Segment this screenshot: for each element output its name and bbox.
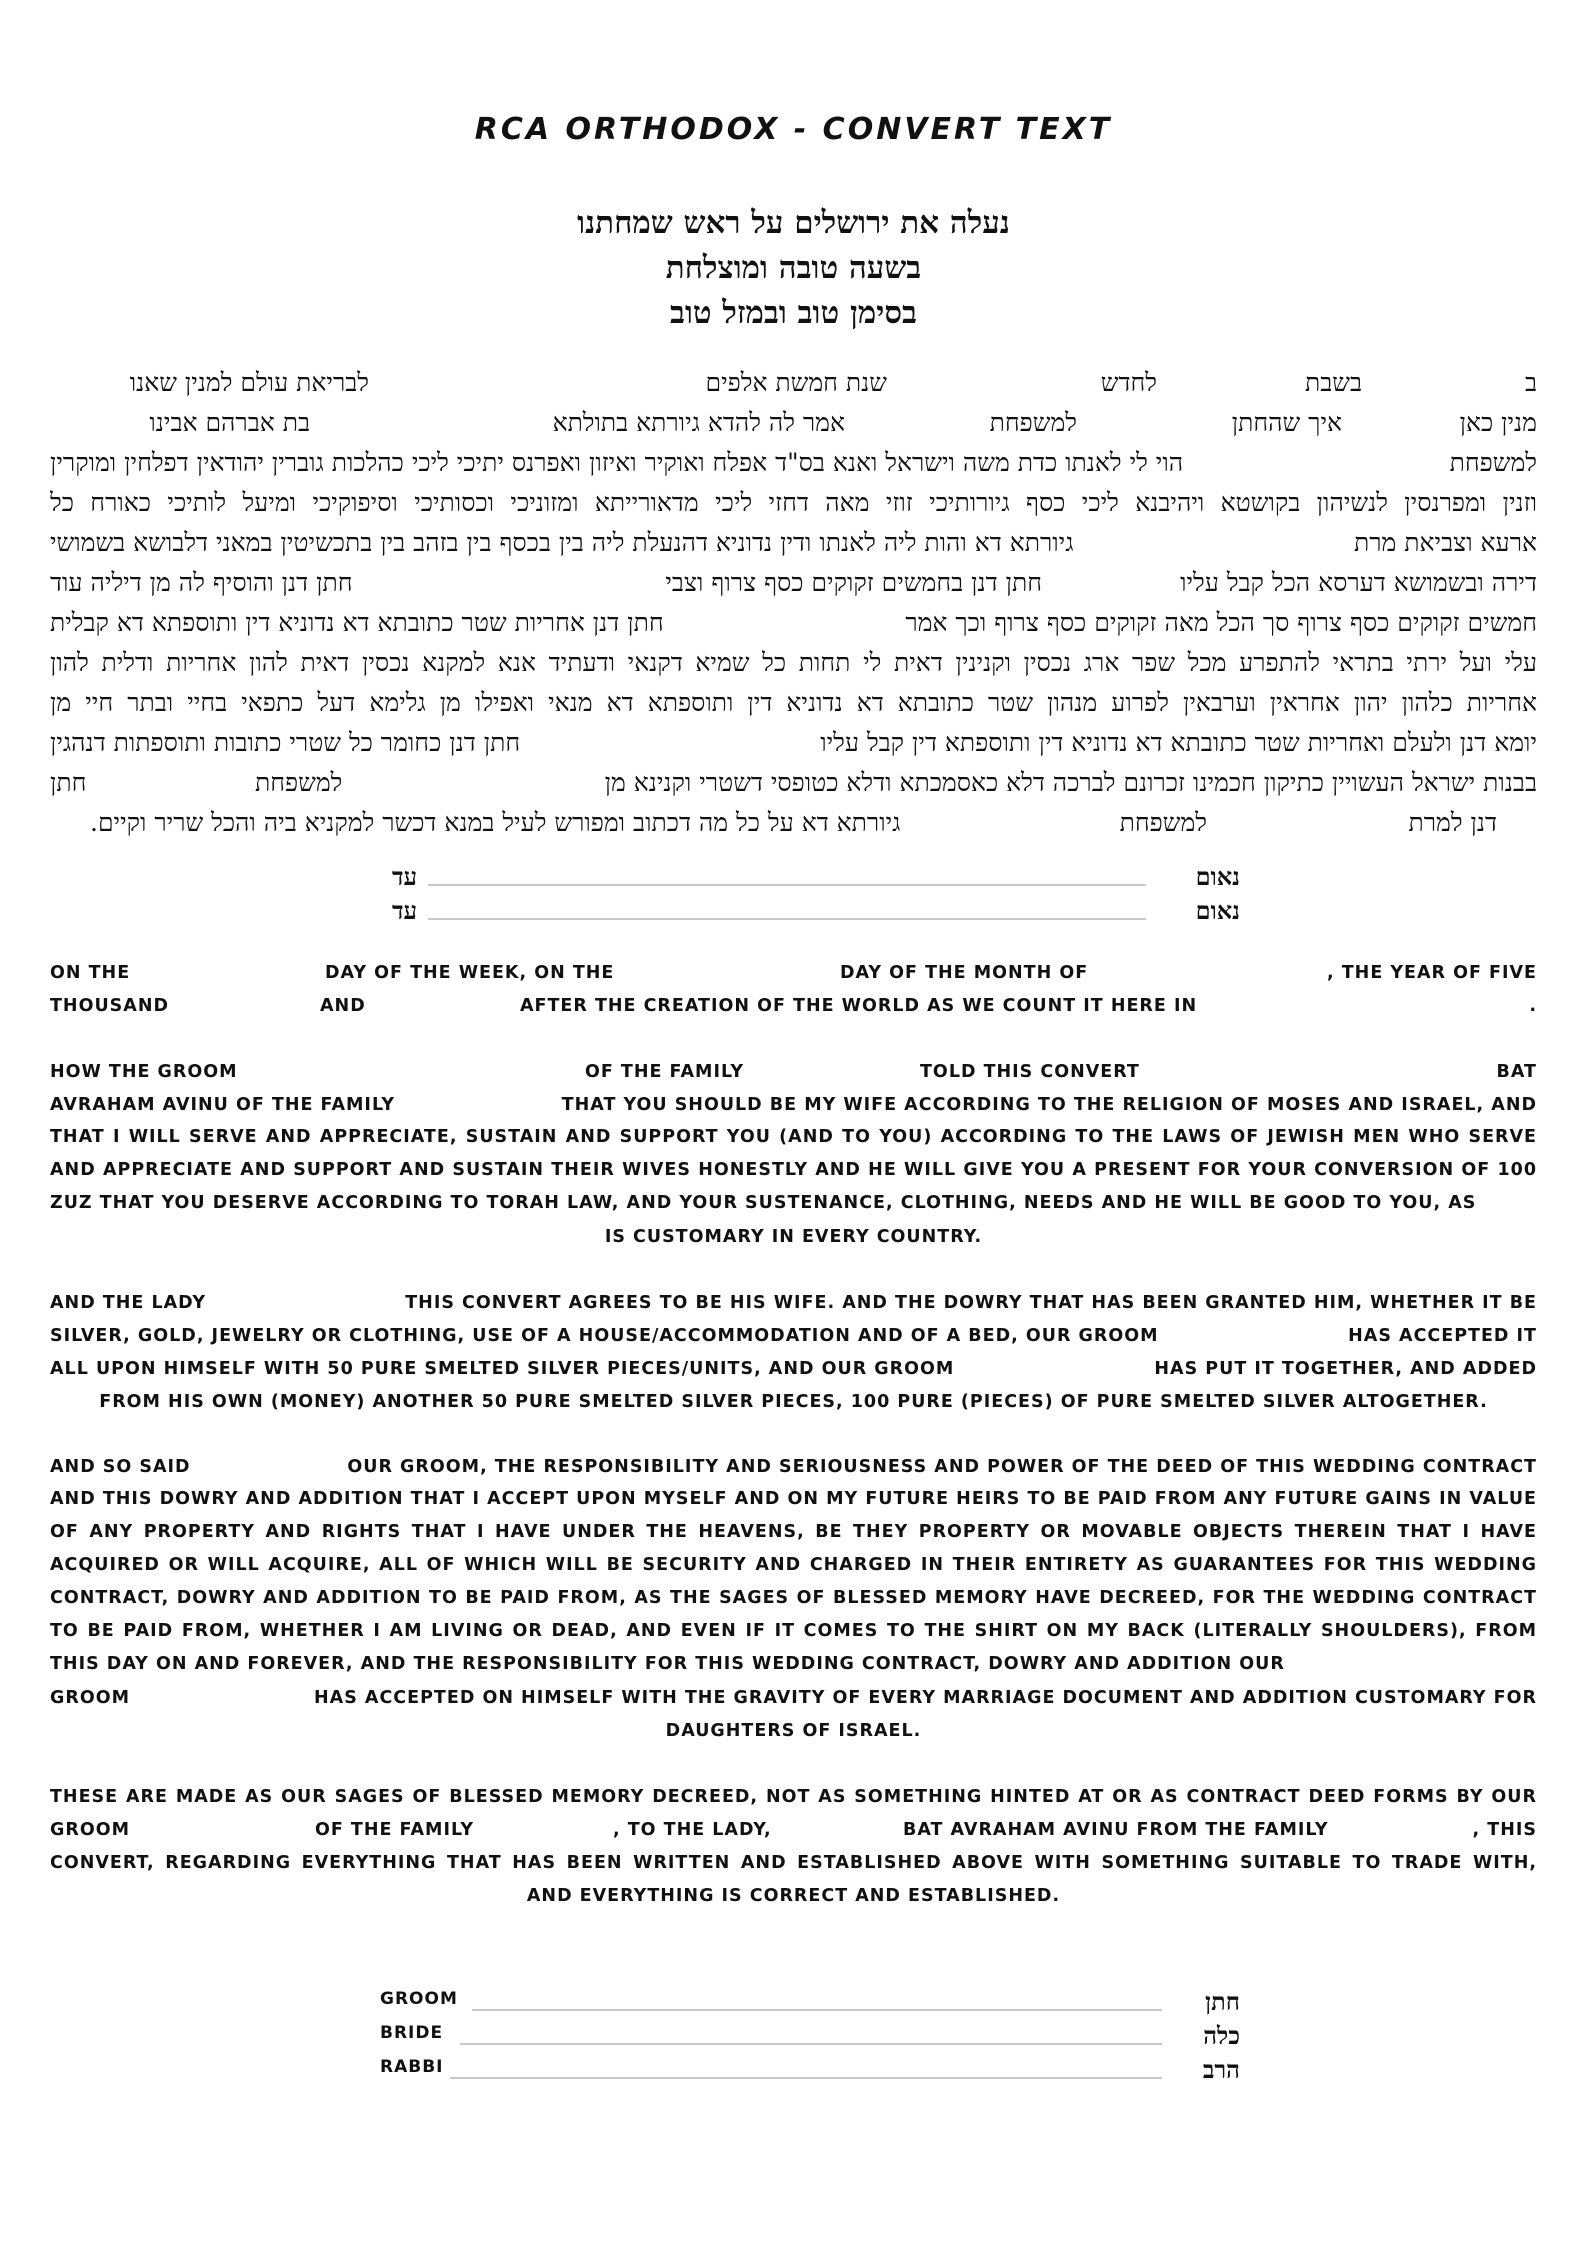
hebrew-fragment: בת אברהם אבינו xyxy=(149,408,310,437)
english-fragment: AVRAHAM AVINU OF THE FAMILY xyxy=(50,1095,396,1115)
groom-signature-row xyxy=(380,1987,1240,2021)
hebrew-fragment: חתן דנן והוסיף לה מן דיליה עוד xyxy=(50,568,353,597)
bride-signature-row xyxy=(380,2021,1240,2055)
english-fragment: AND xyxy=(320,996,366,1016)
hebrew-fragment: חתן דנן אחריות שטר כתובתא דא נדוניא דין ותוספתא דא קבלית xyxy=(50,608,664,637)
hebrew-fragment: שנת חמשת אלפים xyxy=(705,368,887,397)
hebrew-fragment: למשפחת xyxy=(1119,808,1207,837)
english-p2-last: IS CUSTOMARY IN EVERY COUNTRY. xyxy=(604,1227,983,1247)
english-p3-line-1 xyxy=(50,1293,1537,1323)
hebrew-fragment: חתן xyxy=(50,768,87,797)
english-fragment: THAT YOU SHOULD BE MY WIFE ACCORDING TO THE RELIGION OF MOSES AND ISRAEL, AND xyxy=(561,1095,1537,1115)
hebrew-line-6 xyxy=(50,568,1537,608)
hebrew-fragment: בשבת xyxy=(1304,368,1362,397)
witness-row-2 xyxy=(380,896,1240,930)
hebrew-line-7 xyxy=(50,608,1537,648)
hebrew-fragment: דירה ובשמושא דערסא הכל קבל עליו xyxy=(1180,568,1537,597)
witness-row-1 xyxy=(380,862,1240,896)
hebrew-line-8: עלי ועל ירתי בתראי להתפרע מכל שפר ארג נכסין וקנינין דאית לי תחות כל שמיא דקנאי ודעתיד אנא למקנא נכסין דאית להון אחריות ודלית להון xyxy=(50,648,1537,677)
english-fragment: , THIS xyxy=(1472,1820,1537,1840)
signature-label-he: חתן xyxy=(1205,1987,1240,2016)
english-fragment: BAT AVRAHAM AVINU FROM THE FAMILY xyxy=(903,1820,1329,1840)
hebrew-line-10 xyxy=(50,728,1537,768)
witness-signature-label: נאום xyxy=(1195,896,1240,925)
english-p5-last: AND EVERYTHING IS CORRECT AND ESTABLISHED. xyxy=(526,1886,1061,1906)
rabbi-signature-row xyxy=(380,2055,1240,2089)
hebrew-line-9: אחריות כלהון יהון אחראין וערבאין לפרוע מנהון שטר כתובתא דא נדוניא דין ותוספתא דא מנאי ואפילו מן גלימא דעל כתפאי בחיי ובתר חיי מן xyxy=(50,688,1537,717)
hebrew-line-3 xyxy=(50,448,1537,488)
english-fragment: DAY OF THE WEEK, ON THE xyxy=(325,963,615,983)
english-p3-line-2 xyxy=(50,1326,1537,1356)
hebrew-header-line-1: נעלה את ירושלים על ראש שמחתנו xyxy=(577,205,1010,241)
rabbi-signature-line[interactable] xyxy=(450,2077,1162,2079)
hebrew-line-1 xyxy=(50,368,1537,408)
english-p4-body: AND THIS DOWRY AND ADDITION THAT I ACCEPT UPON MYSELF AND ON MY FUTURE HEIRS TO BE PAID FROM ANY FUTURE GAINS IN VALUE OF ANY PROPERTY AND RIGHTS THAT I HAVE UNDER THE HEAVENS, BE THEY PROPERTY OR MOVABLE OBJECTS THEREIN THAT I HAVE ACQUIRED OR WILL ACQUIRE, ALL OF WHICH WILL BE SECURITY AND CHARGED IN THEIR ENTIRETY AS GUARANTEES FOR THIS WEDDING CONTRACT, DOWRY AND ADDITION TO BE PAID FROM, AS THE SAGES OF BLESSED MEMORY HAVE DECREED, FOR THE WEDDING CONTRACT TO BE PAID FROM, WHETHER I AM LIVING OR DEAD, AND EVEN IF IT COMES TO THE SHIRT ON MY BACK (LITERALLY SHOULDERS), FROM THIS DAY ON AND FOREVER, AND THE RESPONSIBILITY FOR THIS WEDDING CONTRACT, DOWRY AND ADDITION OUR xyxy=(50,1489,1537,1674)
english-fragment: HAS ACCEPTED IT xyxy=(1348,1326,1537,1346)
english-p5-line-3: CONVERT, REGARDING EVERYTHING THAT HAS BEEN WRITTEN AND ESTABLISHED ABOVE WITH SOMETHING SUITABLE TO TRADE WITH, xyxy=(50,1853,1537,1873)
english-p3-last: FROM HIS OWN (MONEY) ANOTHER 50 PURE SMELTED SILVER PIECES, 100 PURE (PIECES) OF PURE SMELTED SILVER ALTOGETHER. xyxy=(99,1392,1488,1412)
english-p3-line-3 xyxy=(50,1359,1537,1389)
english-fragment: . xyxy=(1529,996,1537,1016)
hebrew-fragment: גיורתא דא והות ליה לאנתו ודין נדוניא דהנעלת ליה בין בכסף בין בזהב בין בתכשיטין במאני דלבושא בשמושי xyxy=(50,528,1074,557)
english-fragment: , THE YEAR OF FIVE xyxy=(1327,963,1537,983)
hebrew-header-line-3: בסימן טוב ובמזל טוב xyxy=(670,295,917,331)
english-fragment: ALL UPON HIMSELF WITH 50 PURE SMELTED SILVER PIECES/UNITS, AND OUR GROOM xyxy=(50,1359,955,1379)
english-p4-last: DAUGHTERS OF ISRAEL. xyxy=(665,1721,922,1741)
page-title: RCA ORTHODOX - CONVERT TEXT xyxy=(474,112,1113,147)
english-fragment: OF THE FAMILY xyxy=(585,1062,745,1082)
groom-signature-line[interactable] xyxy=(472,2009,1162,2011)
english-p2-line-1 xyxy=(50,1062,1537,1092)
hebrew-fragment: ב xyxy=(1524,368,1537,397)
hebrew-fragment: אמר לה להדא גיורתא בתולתא xyxy=(552,408,845,437)
hebrew-fragment: לחדש xyxy=(1100,368,1157,397)
signature-label-he: הרב xyxy=(1202,2055,1240,2084)
english-fragment: HOW THE GROOM xyxy=(50,1062,238,1082)
witness-label: עד xyxy=(392,896,418,925)
english-fragment: OUR GROOM, THE RESPONSIBILITY AND SERIOUSNESS AND POWER OF THE DEED OF THIS WEDDING CONTRACT xyxy=(347,1457,1537,1477)
hebrew-fragment: יומא דנן ולעלם ואחריות שטר כתובתא דא נדוניא דין ותוספתא דין קבל עליו xyxy=(820,728,1537,757)
english-p5-line-2 xyxy=(50,1820,1537,1850)
hebrew-fragment: חתן דנן כחומר כל שטרי כתובות ותוספתות דנהגין xyxy=(50,728,521,757)
hebrew-fragment: דנן למרת xyxy=(1408,808,1497,837)
english-fragment: AFTER THE CREATION OF THE WORLD AS WE COUNT IT HERE IN xyxy=(520,996,1198,1016)
english-fragment: THIS CONVERT AGREES TO BE HIS WIFE. AND THE DOWRY THAT HAS BEEN GRANTED HIM, WHETHER IT BE xyxy=(405,1293,1537,1313)
hebrew-fragment: למשפחת xyxy=(989,408,1077,437)
english-fragment: AND THE LADY xyxy=(50,1293,207,1313)
hebrew-line-4: וזנין ומפרנסין לנשיהון בקושטא ויהיבנא ליכי כסף גיורותיכי זוזי מאה דחזי ליכי מדאורייתא ומזוניכי וכסותיכי וסיפוקיכי ומיעל לותיכי כאורח כל xyxy=(50,488,1537,517)
hebrew-fragment: חתן דנן בחמשים זקוקים כסף צרוף וצבי xyxy=(665,568,1042,597)
english-fragment: GROOM xyxy=(50,1688,131,1708)
hebrew-fragment: למשפחת xyxy=(1449,448,1537,477)
bride-signature-line[interactable] xyxy=(460,2043,1162,2045)
english-fragment: AND SO SAID xyxy=(50,1457,191,1477)
english-fragment: TOLD THIS CONVERT xyxy=(920,1062,1140,1082)
hebrew-line-5 xyxy=(50,528,1537,568)
hebrew-fragment: למשפחת xyxy=(255,768,343,797)
hebrew-fragment: לבריאת עולם למנין שאנו xyxy=(129,368,369,397)
english-p4-line-groom xyxy=(50,1688,1537,1718)
english-fragment: GROOM xyxy=(50,1820,131,1840)
hebrew-fragment: בבנות ישראל העשויין כתיקון חכמינו זכרונם לברכה דלא כאסמכתא ודלא כטופסי דשטרי וקנינא מן xyxy=(604,768,1537,797)
signature-label-he: כלה xyxy=(1203,2021,1240,2050)
english-fragment: HAS ACCEPTED ON HIMSELF WITH THE GRAVITY OF EVERY MARRIAGE DOCUMENT AND ADDITION CUSTOMARY FOR xyxy=(314,1688,1537,1708)
english-fragment: DAY OF THE MONTH OF xyxy=(840,963,1089,983)
witness-2-signature-line[interactable] xyxy=(428,918,1146,920)
english-fragment: BAT xyxy=(1496,1062,1537,1082)
english-fragment: SILVER, GOLD, JEWELRY OR CLOTHING, USE OF A HOUSE/ACCOMMODATION AND OF A BED, OUR GROOM xyxy=(50,1326,1159,1346)
hebrew-line-11 xyxy=(50,768,1537,808)
hebrew-fragment: מנין כאן xyxy=(1459,408,1537,437)
english-fragment: ON THE xyxy=(50,963,131,983)
witness-signature-label: נאום xyxy=(1195,862,1240,891)
english-fragment: THOUSAND xyxy=(50,996,169,1016)
hebrew-line-2 xyxy=(50,408,1537,448)
signature-label-en: RABBI xyxy=(380,2057,444,2077)
english-p2-body: THAT I WILL SERVE AND APPRECIATE, SUSTAIN AND SUPPORT YOU (AND TO YOU) ACCORDING TO THE LAWS OF JEWISH MEN WHO SERVE AND APPRECIATE AND SUPPORT AND SUSTAIN THEIR WIVES HONESTLY AND HE WILL GIVE YOU A PRESENT FOR YOUR CONVERSION OF 100 ZUZ THAT YOU DESERVE ACCORDING TO TORAH LAW, AND YOUR SUSTENANCE, CLOTHING, NEEDS AND HE WILL BE GOOD TO YOU, AS xyxy=(50,1127,1537,1213)
signature-label-en: GROOM xyxy=(380,1989,458,2009)
hebrew-fragment: איך שהחתן xyxy=(1231,408,1342,437)
hebrew-fragment: ארעא וצביאת מרת xyxy=(1353,528,1537,557)
witness-1-signature-line[interactable] xyxy=(428,884,1146,886)
english-fragment: OF THE FAMILY xyxy=(315,1820,475,1840)
english-fragment: HAS PUT IT TOGETHER, AND ADDED xyxy=(1154,1359,1537,1379)
hebrew-header-line-2: בשעה טובה ומוצלחת xyxy=(665,250,922,286)
english-p1-line-2 xyxy=(50,996,1537,1026)
signature-label-en: BRIDE xyxy=(380,2023,444,2043)
english-fragment: , TO THE LADY, xyxy=(613,1820,772,1840)
witness-label: עד xyxy=(392,862,418,891)
hebrew-fragment: גיורתא דא על כל מה דכתוב ומפורש לעיל במנא דכשר למקניא ביה והכל שריר וקיים. xyxy=(90,808,901,837)
english-p1-line-1 xyxy=(50,963,1537,993)
english-p5-line-1: THESE ARE MADE AS OUR SAGES OF BLESSED MEMORY DECREED, NOT AS SOMETHING HINTED AT OR AS CONTRACT DEED FORMS BY OUR xyxy=(50,1787,1537,1807)
hebrew-line-12 xyxy=(50,808,1537,848)
hebrew-fragment: חמשים זקוקים כסף צרוף סך הכל מאה זקוקים כסף צרוף וכך אמר xyxy=(905,608,1537,637)
hebrew-fragment: הוי לי לאנתו כדת משה וישראל ואנא בס"ד אפלח ואוקיר ואיזון ואפרנס יתיכי ליכי כהלכות גוברין יהודאין דפלחין ומוקרין xyxy=(50,448,1184,477)
